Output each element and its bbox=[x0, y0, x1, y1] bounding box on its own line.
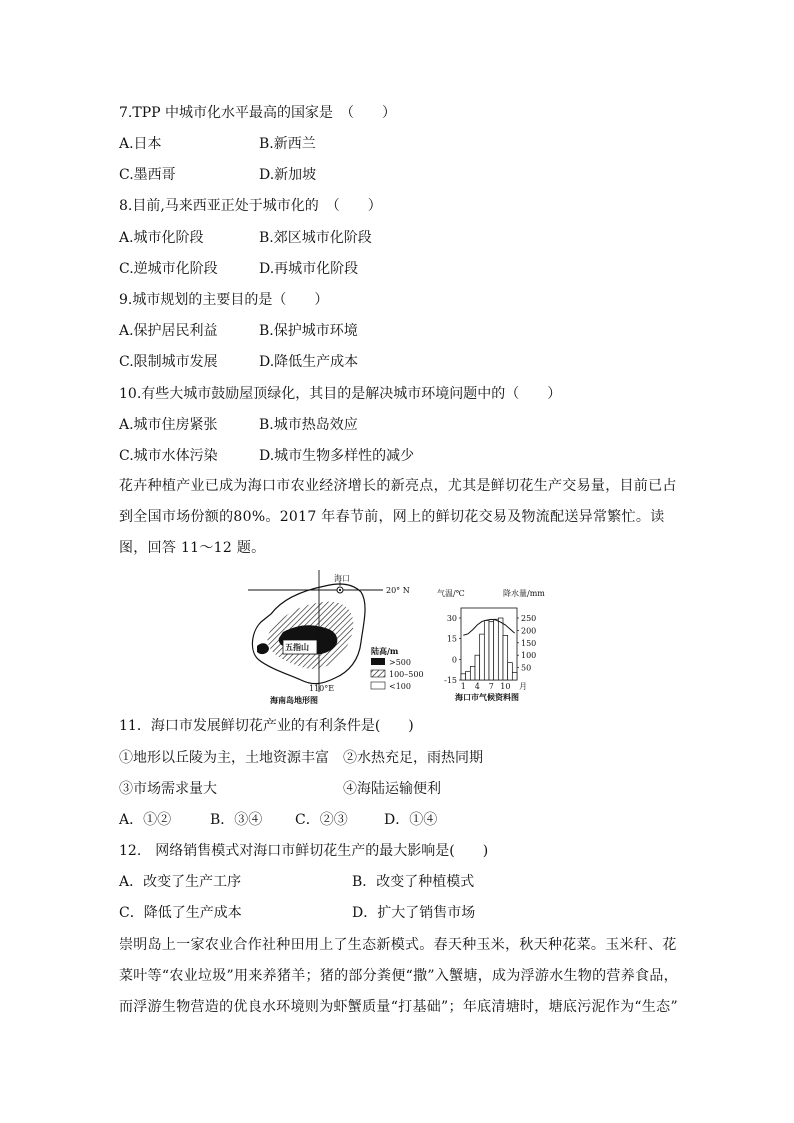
precip-tick-label: 250 bbox=[521, 614, 537, 623]
precip-tick-label: 150 bbox=[521, 638, 537, 648]
passage-flowers: 花卉种植产业已成为海口市农业经济增长的新亮点，尤其是鲜切花生产交易量，目前已占到全国市场份额的80%。2017 年春节前，网上的鲜切花交易及物流配送异常繁忙。读图，回答 11～12 题。 bbox=[119, 478, 677, 556]
precip-bar bbox=[461, 674, 466, 680]
precip-bar bbox=[498, 618, 503, 680]
q12-option-b: B．改变了种植模式 bbox=[352, 874, 475, 890]
map-caption: 海南岛地形图 bbox=[270, 695, 318, 705]
temp-axis-label: 气温/℃ bbox=[437, 589, 465, 598]
temp-tick-label: 30 bbox=[446, 614, 457, 623]
legend-title: 陆高/m bbox=[371, 646, 399, 656]
q12-stem: 12. 网络销售模式对海口市鲜切花生产的最大影响是( ) bbox=[119, 843, 489, 859]
month-tick-label: 1 bbox=[460, 682, 466, 691]
q11-statement-1: ①地形以丘陵为主，土地资源丰富 bbox=[119, 750, 329, 766]
q8-stem: 8.目前,马来西亚正处于城市化的 （ ） bbox=[119, 198, 382, 214]
precip-axis-label: 降水量/mm bbox=[503, 589, 545, 598]
precip-tick-label: 200 bbox=[521, 626, 537, 636]
q9-option-d: D.降低生产成本 bbox=[259, 354, 359, 370]
temp-tick-label: 0 bbox=[451, 655, 457, 665]
passage-chongming: 崇明岛上一家农业合作社种田用上了生态新模式。春天种玉米，秋天种花菜。玉米秆、花菜叶等“农业垃圾”用来养猪羊；猪的部分粪便“撒”入蟹塘，成为浮游水生物的营养食品，而浮游生物营造的优良水环境则为虾蟹质量“打基础”；年底清塘时，塘底污泥作为“生态” bbox=[119, 937, 678, 1015]
month-tick-label: 7 bbox=[488, 682, 494, 691]
temp-tick-label: -15 bbox=[444, 676, 457, 685]
q11-option-b: B．③④ bbox=[210, 812, 263, 828]
haikou-label: 海口 bbox=[334, 574, 350, 583]
q9-option-b: B.保护城市环境 bbox=[259, 323, 358, 339]
q8-option-a: A.城市化阶段 bbox=[119, 230, 204, 246]
q10-option-d: D.城市生物多样性的减少 bbox=[259, 448, 415, 464]
q8-option-c: C.逆城市化阶段 bbox=[119, 261, 218, 277]
q10-stem: 10.有些大城市鼓励屋顶绿化，其目的是解决城市环境问题中的（ ） bbox=[119, 386, 562, 402]
q7-option-d: D.新加坡 bbox=[259, 167, 317, 183]
month-unit-label: 月 bbox=[519, 682, 527, 691]
q11-statement-4: ④海陆运输便利 bbox=[343, 781, 441, 797]
hainan-map bbox=[243, 568, 433, 708]
q7-option-b: B.新西兰 bbox=[259, 136, 316, 152]
climate-chart bbox=[433, 586, 558, 706]
legend-mid: 100–500 bbox=[389, 670, 424, 679]
mountain-label: 五指山 bbox=[285, 642, 309, 652]
q10-option-b: B.城市热岛效应 bbox=[259, 417, 358, 433]
lon-label: 110°E bbox=[309, 684, 335, 693]
q11-option-a: A．①② bbox=[119, 812, 172, 828]
q11-option-c: C．②③ bbox=[295, 812, 348, 828]
precip-bar bbox=[508, 663, 513, 680]
q11-stem: 11．海口市发展鲜切花产业的有利条件是( ) bbox=[119, 718, 414, 734]
precip-bar bbox=[503, 635, 508, 680]
precip-bar bbox=[494, 619, 499, 680]
precip-bar bbox=[484, 620, 489, 680]
lat-label: 20° N bbox=[386, 586, 410, 595]
climate-caption: 海口市气候资料图 bbox=[455, 692, 519, 702]
q11-statement-2: ②水热充足，雨热同期 bbox=[343, 750, 483, 766]
legend-low: <100 bbox=[389, 682, 411, 691]
legend-high: >500 bbox=[389, 658, 411, 667]
q9-option-a: A.保护居民利益 bbox=[119, 323, 218, 339]
q11-statement-3: ③市场需求量大 bbox=[119, 781, 217, 797]
q8-option-d: D.再城市化阶段 bbox=[259, 261, 359, 277]
precip-tick-label: 50 bbox=[521, 663, 532, 673]
q7-stem: 7.TPP 中城市化水平最高的国家是 （ ） bbox=[119, 105, 396, 121]
q7-option-a: A.日本 bbox=[119, 136, 162, 152]
precip-bar bbox=[480, 634, 485, 680]
precip-bar bbox=[466, 671, 471, 680]
q12-option-d: D．扩大了销售市场 bbox=[352, 905, 476, 921]
month-tick-label: 10 bbox=[500, 682, 511, 691]
month-tick-label: 4 bbox=[474, 682, 480, 691]
temp-tick-label: 15 bbox=[446, 634, 457, 644]
precip-bar bbox=[475, 655, 480, 680]
precip-bar bbox=[512, 673, 517, 680]
q12-option-c: C．降低了生产成本 bbox=[119, 905, 242, 921]
q8-option-b: B.郊区城市化阶段 bbox=[259, 230, 372, 246]
q10-option-a: A.城市住房紧张 bbox=[119, 417, 218, 433]
precip-tick-label: 100 bbox=[521, 651, 537, 661]
q10-option-c: C.城市水体污染 bbox=[119, 448, 218, 464]
q9-stem: 9.城市规划的主要目的是（ ） bbox=[119, 292, 329, 308]
q9-option-c: C.限制城市发展 bbox=[119, 354, 218, 370]
q12-option-a: A．改变了生产工序 bbox=[119, 874, 242, 890]
precip-bar bbox=[489, 622, 494, 680]
q11-option-d: D．①④ bbox=[384, 812, 438, 828]
precip-bar bbox=[470, 666, 475, 680]
q7-option-c: C.墨西哥 bbox=[119, 167, 176, 183]
